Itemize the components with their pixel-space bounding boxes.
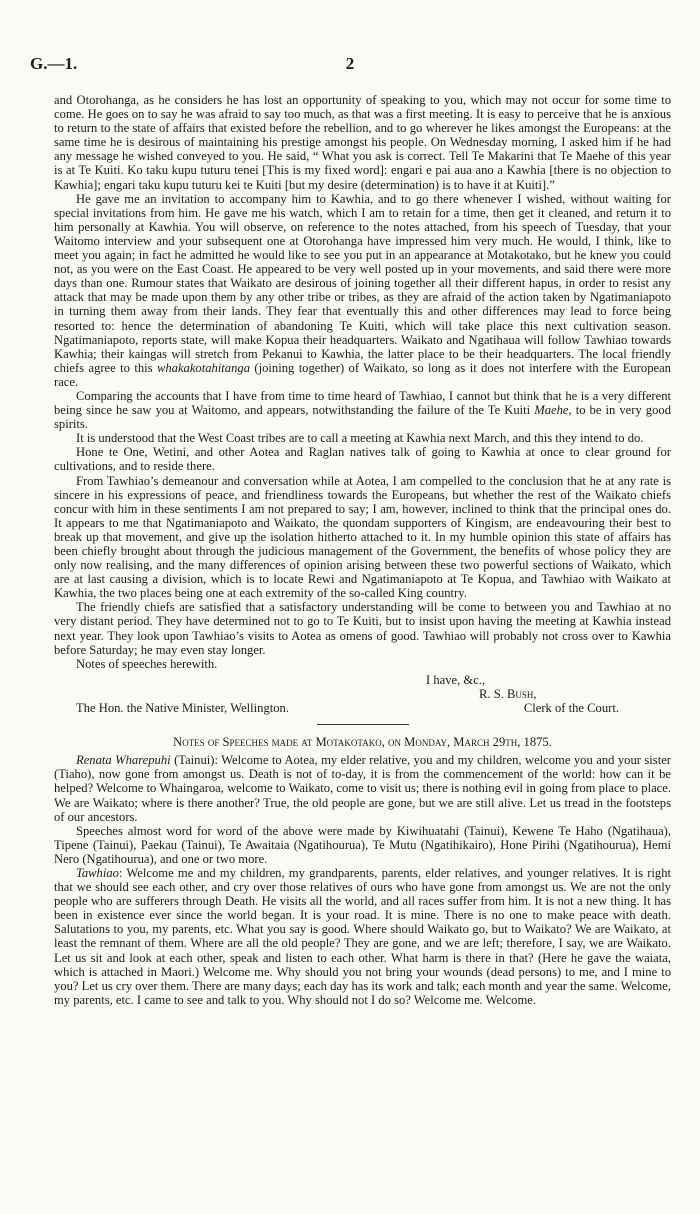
paragraph: The friendly chiefs are satisfied that a satisfactory understanding will be come to between you and Tawhiao at no very distant period. They have determined not to go to Te Kuiti, but to insist upon having the meeting at Kawhia instead next year. They look upon Tawhiao’s visits to Aotea as omens of good. Tawhiao will probably not cross over to Kawhia before Saturday; he may even stay longer. bbox=[54, 600, 671, 657]
speaker-name: Renata Wharepuhi bbox=[76, 753, 171, 768]
paragraph bbox=[54, 192, 671, 389]
section-divider bbox=[317, 724, 409, 725]
speech-paragraph bbox=[54, 866, 671, 1007]
paragraph: Notes of speeches herewith. bbox=[76, 656, 218, 671]
signatory-role: Clerk of the Court. bbox=[523, 701, 619, 716]
paragraph-text: (joining together) of Waikato, so long as it does not interfere with the European race. bbox=[54, 360, 671, 389]
signatory-name: R. S. Bush, bbox=[479, 686, 537, 701]
page-body bbox=[54, 93, 671, 1007]
page-number: 2 bbox=[345, 54, 355, 73]
paragraph: and Otorohanga, as he considers he has lost an opportunity of speaking to you, which may not occur for some time to come. He goes on to say he was afraid to say too much, as that was a first meeting. It is easy to perceive that he is anxious to return to the state of affairs that existed before the rebellion, and to go wherever he likes amongst the Europeans: at the same time he is desirous of maintaining his prestige amongst his people. On Wednesday morning, I asked him if he had any message he wished conveyed to you. He said, “ What you ask is correct. Tell Te Makarini that Te Maehe of this year is at Te Kuiti. Ko taku kupu tuturu tenei [This is my fixed word]: engari e pai aua ano a Kawhia [there is no objection to Kawhia]; engari taku kupu tuturu kei te Kuiti [but my desire (determination) is to have it at Kuiti].” bbox=[54, 93, 671, 192]
paragraph-text: Comparing the accounts that I have from time to time heard of Tawhiao, I cannot but think that he is a very different being since he saw you at Waitomo, and appears, notwithstanding the failure of the Te Kuiti bbox=[54, 388, 671, 418]
paragraph-text: He gave me an invitation to accompany him to Kawhia, and to go there whenever I wished, without waiting for special invitations from him. He gave me his watch, which I am to retain for a time, then get it cleaned, and return it to him personally at Kawhia. You will observe, on reference to the notes attached, from his speech of Tuesday, that your Waitomo interview and your subsequent one at Otorohanga have impressed him very much. He would, I think, like to meet you again; in fact he admitted he would like to see you put in an appearance at Motakotako, but he knew you could not, as you were on the East Coast. He appeared to be very well posted up in your movements, and said there were more days than one. Rumour states that Waikato are desirous of joining together all their different hapus, in order to resist any attack that may be made upon them by any other tribe or tribes, as they are afraid of the action taken by Ngatimaniapoto in turning them away from their lands. They fear that eventually this and other differences may lead to force being resorted to: hence the determination of abandoning Te Kuiti, which will take place this next cultivation season. Ngatimaniapoto, reports state, will make Kopua their headquarters. Waikato and Ngatihaua will follow Tawhiao towards Kawhia; their kaingas will stretch from Pekanui to Kawhia, the latter place to be their headquarters. The local friendly chiefs agree to this bbox=[54, 191, 671, 375]
signature-row bbox=[54, 701, 671, 715]
closing: I have, &c., bbox=[426, 672, 486, 687]
paragraph bbox=[54, 389, 671, 431]
speech-text: (Tainui): Welcome to Aotea, my elder relative, you and my children, welcome you and your sister (Tiaho), now gone from amongst us. Death is not of to-day, it is from the commencement of the world: how can it be helped? Welcome to Whaingaroa, welcome to Waikato, come to visit us; there is nothing evil in going from place to place. We are Waikato; where is there another? True, the old people are gone, but we are still alive. Let us tread in the footsteps of our ancestors. bbox=[54, 753, 671, 824]
paragraph: It is understood that the West Coast tribes are to call a meeting at Kawhia next March, and this they intend to do. bbox=[76, 431, 644, 446]
speech-text: : Welcome me and my children, my grandparents, parents, elder relatives, and younger relatives. It is right that we should see each other, and cry over those relatives of ours who have gone from amongst us. We are not the only people who are sufferers through Death. He visits all the world, and all races suffer from him. It is not a new thing. It has been in existence ever since the world began. It is your road. It is mine. There is no one to make peace with death. Salutations to you, my parents, etc. What you say is good. Where should Waikato go, but to Waikato? We are Waikato, at least the remnant of them. Where are all the old people? They are gone, and we are left; therefore, I say, we are Waikato. Let us sit and look at each other, speak and listen to each other. What harm is there in that? (Here he gave the waiata, which is attached in Maori.) Welcome me. Why should you not bring your wounds (dead persons) to me, and I mine to you? Let us cry over them. There are many days; each day has its work and talk; each month and year the same. Welcome, my parents, etc. I came to see and talk to you. Why should not I do so? Welcome me. Welcome. bbox=[54, 865, 671, 1007]
maori-term: Maehe bbox=[534, 403, 569, 418]
speaker-name: Tawhiao bbox=[76, 865, 119, 880]
maori-term: whakakotahitanga bbox=[156, 360, 250, 375]
paragraph: Speeches almost word for word of the above were made by Kiwihuatahi (Tainui), Kewene Te Haho (Ngatihaua), Tipene (Tainui), Paekau (Tainui), Te Awaitaia (Ngatihourua), Te Mutu (Ngatihikairo), Hone Pirihi (Ngatihourua), Hemi Nero (Ngatihourua), and one or two more. bbox=[54, 823, 671, 866]
signature-block bbox=[54, 673, 671, 715]
speech-paragraph bbox=[54, 753, 671, 823]
paragraph-text: , to be in very good spirits. bbox=[54, 403, 671, 432]
document-reference: G.—1. bbox=[30, 54, 78, 73]
notes-title: Notes of Speeches made at Motakotako, on Monday, March 29th, 1875. bbox=[173, 735, 552, 750]
paragraph: From Tawhiao’s demeanour and conversation while at Aotea, I am compelled to the conclusion that he at any rate is sincere in his expressions of peace, and friendliness towards the Europeans, but whether the rest of the Waikato chiefs concur with him in these sentiments I am not prepared to say; I am, however, inclined to think that the principal ones do. It appears to me that Ngatimaniapoto and Waikato, the quondam supporters of Kingism, are endeavouring their best to break up that movement, and give up the isolation hitherto attached to it. In my humble opinion this state of affairs has been chiefly brought about through the judicious management of the Government, the benefits of whose policy they are only now realising, and the many differences of opinion arising between these two powerful sections of Waikato, which are at last causing a division, which is to locate Rewi and Ngatimaniapoto at Te Kopua, and Tawhiao with Waikato at Kawhia, the two places being one at each extremity of the so-called King country. bbox=[54, 473, 671, 601]
recipient: The Hon. the Native Minister, Wellington. bbox=[76, 701, 290, 716]
paragraph: Hone te One, Wetini, and other Aotea and Raglan natives talk of going to Kawhia at once to clear ground for cultivations, and to reside there. bbox=[54, 445, 671, 474]
page-header bbox=[30, 54, 670, 78]
